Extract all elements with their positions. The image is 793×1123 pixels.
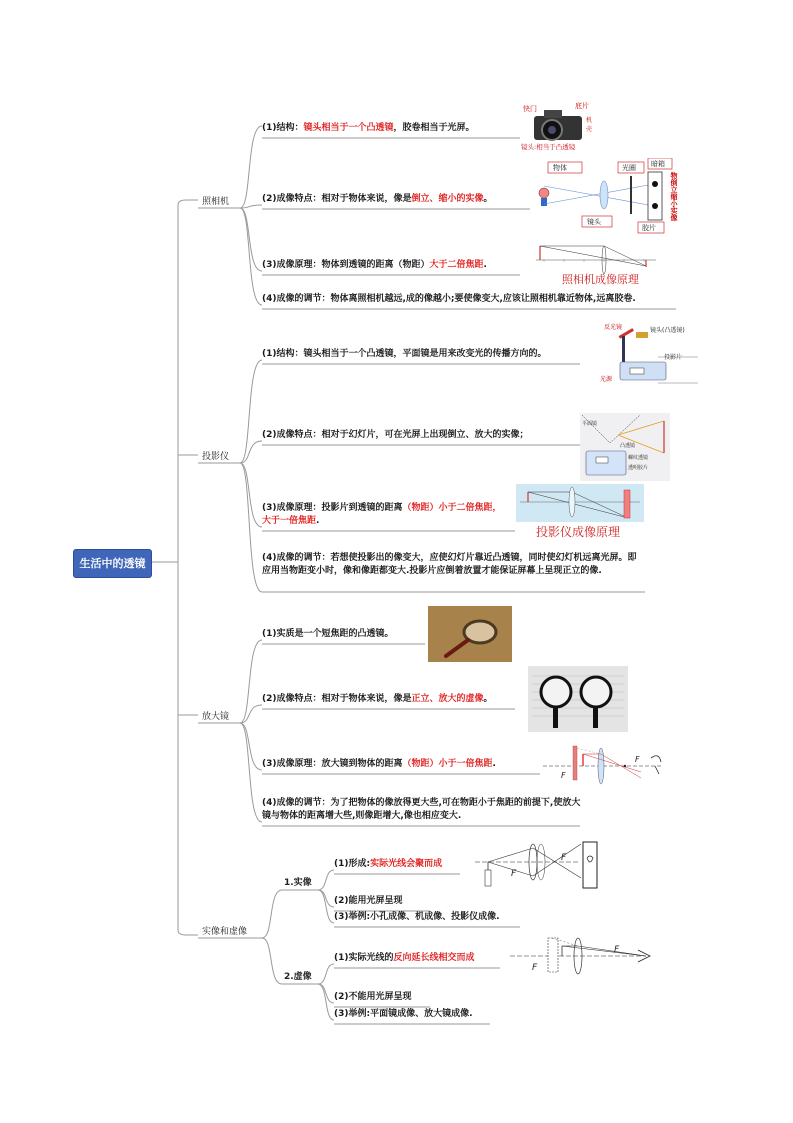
projector-figure — [598, 320, 698, 388]
leaf-text: (1)结构： — [262, 123, 304, 133]
camera-ray-figure — [530, 158, 680, 236]
virtray-label-f2: F — [614, 945, 620, 955]
realray-label-f2: F — [561, 853, 567, 863]
leaf-projector-1[interactable] — [262, 348, 547, 361]
virtual-image-ray-figure — [508, 930, 653, 980]
real-image-ray-figure — [473, 840, 603, 892]
camera-label-body1: 机 — [586, 117, 593, 124]
camray-label-lens: 镜头 — [587, 218, 601, 226]
leaf-text: (1)形成: — [334, 859, 371, 869]
projector-label-slide: 投影片 — [664, 354, 683, 361]
projector-label-mirror: 反光镜 — [604, 324, 623, 331]
camray-label-image: 物倒立缩小实像 — [670, 172, 678, 221]
leaf-text: . — [316, 516, 320, 526]
camray-label-darkbox: 暗箱 — [651, 160, 665, 168]
leaf-magnifier-2[interactable] — [262, 693, 493, 706]
camray-label-object: 物体 — [553, 164, 567, 172]
highlight-text: 倒立、缩小的实像 — [411, 194, 484, 204]
leaf-real-1[interactable] — [334, 858, 442, 871]
projector-principle-figure — [516, 484, 644, 542]
leaf-text: (4)成像的调节：为了把物体的像放得更大些,可在物距小于焦距的前提下,使放大镜与物体的距离增大些,则像距增大,像也相应变大. — [262, 798, 581, 821]
highlight-text: 实际光线会聚而成 — [370, 859, 443, 869]
projray-label-lens: 凸透镜 — [620, 443, 636, 449]
virtray-label-f1: F — [532, 963, 538, 973]
leaf-camera-2[interactable] — [262, 193, 493, 206]
camera-label-body2: 壳 — [586, 126, 593, 133]
leaf-text: ，胶卷相当于光屏。 — [393, 123, 475, 133]
leaf-text: (2)成像特点：相对于物体来说，像是 — [262, 194, 412, 204]
highlight-text: （物距）小于一倍焦距 — [402, 759, 493, 769]
camray-label-aperture: 光圈 — [622, 164, 636, 172]
camray-label-film: 胶片 — [642, 224, 656, 232]
leaf-magnifier-4[interactable] — [262, 797, 587, 823]
sub-real-image[interactable]: 1.实像 — [284, 878, 312, 888]
realray-label-f1: F — [511, 869, 517, 879]
magray-label-f2: F — [635, 755, 640, 764]
branch-real-virtual[interactable]: 实像和虚像 — [202, 927, 248, 937]
magray-label-f1: F — [561, 771, 566, 780]
leaf-projector-4[interactable] — [262, 552, 637, 578]
leaf-text: (1)实际光线的 — [334, 953, 394, 963]
leaf-text: (2)成像特点：相对于物体来说，像是 — [262, 694, 412, 704]
camera-label-film: 底片 — [575, 102, 589, 110]
leaf-real-2[interactable] — [334, 895, 403, 908]
leaf-virtual-3[interactable] — [334, 1008, 473, 1021]
leaf-magnifier-1[interactable] — [262, 628, 394, 641]
camera-principle-figure — [534, 240, 659, 288]
leaf-projector-2[interactable] — [262, 429, 529, 442]
leaf-magnifier-3[interactable] — [262, 758, 496, 771]
leaf-text: (3)成像原理：物体到透镜的距离（物距） — [262, 260, 430, 270]
highlight-text: 大于二倍焦距 — [429, 260, 484, 270]
projray-label-mirror: 平面镜 — [582, 421, 598, 427]
leaf-virtual-2[interactable] — [334, 991, 412, 1004]
projector-label-lens: 镜头(凸透镜) — [650, 327, 685, 334]
leaf-text: (1)实质是一个短焦距的凸透镜。 — [262, 629, 394, 639]
leaf-camera-4[interactable] — [262, 293, 636, 306]
leaf-text: (4)成像的调节：物体离照相机越远,成的像越小;要使像变大,应该让照相机靠近物体,远离胶卷. — [262, 294, 636, 304]
sub-virtual-image[interactable]: 2.虚像 — [284, 972, 312, 982]
highlight-text: 反向延长线相交而成 — [393, 953, 475, 963]
magnifier-ray-figure — [541, 738, 666, 790]
root-topic[interactable]: 生活中的透镜 — [73, 549, 152, 578]
leaf-text: 。 — [483, 694, 493, 704]
leaf-text: (3)成像原理：放大镜到物体的距离 — [262, 759, 403, 769]
magnifier-glasses-figure — [528, 666, 628, 732]
projector-label-light: 光源 — [600, 376, 613, 383]
leaf-camera-3[interactable] — [262, 259, 487, 272]
leaf-camera-1[interactable] — [262, 122, 475, 135]
camera-label-lens: 镜头:相当于凸透镜 — [521, 143, 576, 151]
projray-label-fresnel: 螺纹透镜 — [628, 455, 649, 461]
leaf-text: (3)举例:小孔成像、机成像、投影仪成像. — [334, 912, 500, 922]
camera-photo-figure — [520, 100, 598, 152]
leaf-text: 。 — [483, 194, 493, 204]
branch-magnifier[interactable]: 放大镜 — [202, 712, 230, 722]
leaf-virtual-1[interactable] — [334, 952, 475, 965]
leaf-text: (4)成像的调节：若想使投影出的像变大，应使幻灯片靠近凸透镜，同时使幻灯机远离光屏。即应用当物距变小时，像和像距都变大.投影片应倒着放置才能保证屏幕上呈现正立的像. — [262, 553, 637, 576]
leaf-text: (3)成像原理：投影片到透镜的距离 — [262, 503, 403, 513]
leaf-text: (2)成像特点：相对于幻灯片，可在光屏上出现倒立、放大的实像； — [262, 430, 529, 440]
leaf-text: . — [483, 260, 487, 270]
camera-principle-caption: 照相机成像原理 — [562, 273, 639, 286]
leaf-text: . — [492, 759, 496, 769]
leaf-projector-3[interactable] — [262, 502, 507, 528]
leaf-text: (3)举例:平面镜成像、放大镜成像. — [334, 1009, 473, 1019]
branch-projector[interactable]: 投影仪 — [202, 452, 230, 462]
magnifier-photo-figure — [428, 606, 512, 662]
branch-camera[interactable]: 照相机 — [202, 197, 230, 207]
projray-label-film: 透明胶片 — [628, 465, 649, 471]
leaf-real-3[interactable] — [334, 911, 500, 924]
highlight-text: 镜头相当于一个凸透镜 — [303, 123, 394, 133]
projector-principle-caption: 投影仪成像原理 — [536, 525, 621, 539]
highlight-text: （物距）小于二倍焦距，大于一倍焦距 — [262, 503, 502, 526]
leaf-text: (2)不能用光屏呈现 — [334, 992, 412, 1002]
leaf-text: (1)结构：镜头相当于一个凸透镜，平面镜是用来改变光的传播方向的。 — [262, 349, 547, 359]
camera-label-shutter: 快门 — [523, 105, 537, 113]
projector-ray-figure — [580, 413, 670, 481]
highlight-text: 正立、放大的虚像 — [411, 694, 484, 704]
leaf-text: (2)能用光屏呈现 — [334, 896, 403, 906]
